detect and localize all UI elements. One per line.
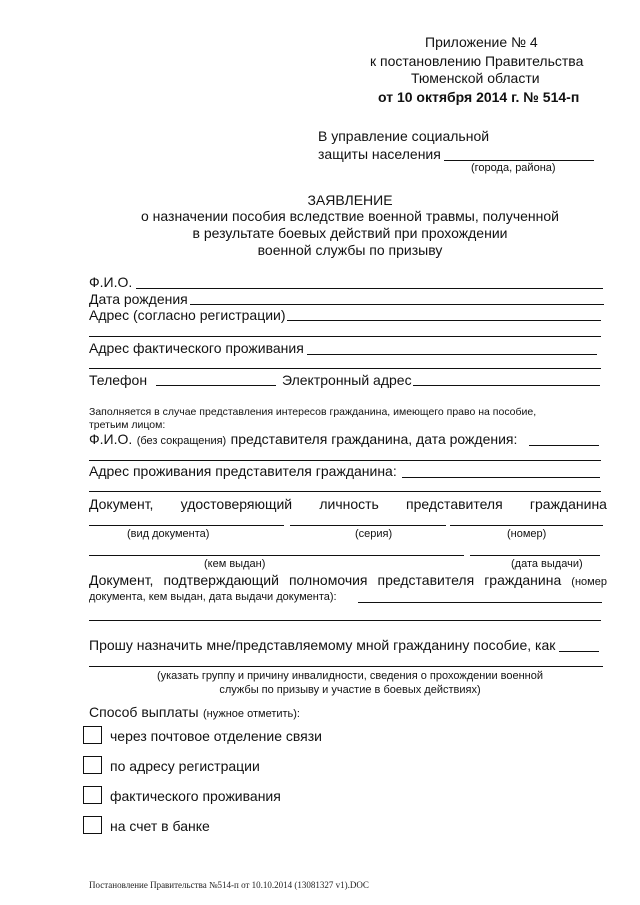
addressee-hint: (города, района) xyxy=(471,162,556,174)
issue-date-hint: (дата выдачи) xyxy=(511,558,583,570)
representative-address-field[interactable] xyxy=(402,477,600,478)
addressee-line-1: В управление социальной xyxy=(318,128,490,144)
id-document-word: личность xyxy=(319,496,379,512)
payment-method-hint: (нужное отметить): xyxy=(203,708,300,720)
resolution-date: от 10 октября 2014 г. № 514-п xyxy=(378,89,580,105)
addressee-underline[interactable] xyxy=(444,160,594,161)
representative-fio-rest: представителя гражданина, дата рождения: xyxy=(230,431,518,447)
document-subtitle-2: в результате боевых действий при прохождении xyxy=(192,225,508,241)
authority-word: полномочия xyxy=(288,572,368,588)
address-actual-field[interactable] xyxy=(307,354,597,355)
payment-bank-account-checkbox[interactable] xyxy=(83,816,102,834)
representative-fio-field-2[interactable] xyxy=(89,460,601,461)
payment-post-office-checkbox[interactable] xyxy=(83,726,102,744)
authority-hint-line-2: документа, кем выдан, дата выдачи документа): xyxy=(89,591,337,603)
email-field[interactable] xyxy=(413,385,600,386)
doc-type-hint: (вид документа) xyxy=(127,528,210,540)
document-subtitle-3: военной службы по призыву xyxy=(257,242,443,258)
addressee-line-2: защиты населения xyxy=(318,146,441,162)
request-field-2[interactable] xyxy=(89,666,603,667)
doc-series-hint: (серия) xyxy=(355,528,393,540)
representative-fio-hint: (без сокращения) xyxy=(136,435,227,447)
issued-by-hint: (кем выдан) xyxy=(204,558,266,570)
authority-field-2[interactable] xyxy=(89,620,601,621)
address-actual-field-2[interactable] xyxy=(89,368,601,369)
authority-hint-start: (номер xyxy=(571,576,607,588)
authority-document-row xyxy=(89,572,607,589)
representative-fio-label: Ф.И.О. xyxy=(89,431,133,447)
phone-label: Телефон xyxy=(89,372,148,388)
representative-note-line-1: Заполняется в случае представления интересов гражданина, имеющего право на пособие, xyxy=(89,406,537,418)
authority-word: представителя xyxy=(377,572,475,588)
resolution-line-1: к постановлению Правительства xyxy=(370,53,584,69)
address-actual-label: Адрес фактического проживания xyxy=(89,340,304,356)
request-field[interactable] xyxy=(559,651,599,652)
appendix-number: Приложение № 4 xyxy=(425,34,538,50)
id-document-row xyxy=(89,496,607,512)
id-document-word: гражданина xyxy=(529,496,607,512)
birth-date-field[interactable] xyxy=(190,304,604,305)
payment-registration-address-checkbox[interactable] xyxy=(83,756,102,774)
authority-field[interactable] xyxy=(358,602,602,603)
document-title: ЗАЯВЛЕНИЕ xyxy=(307,192,393,208)
id-document-word: Документ, xyxy=(89,496,154,512)
doc-number-hint: (номер) xyxy=(507,528,547,540)
id-document-word: представителя xyxy=(406,496,503,512)
payment-method-label: Способ выплаты xyxy=(89,704,199,720)
request-text: Прошу назначить мне/представляемому мной гражданину пособие, как xyxy=(89,637,556,653)
doc-series-field[interactable] xyxy=(290,525,446,526)
birth-date-label: Дата рождения xyxy=(89,291,188,307)
issued-by-field[interactable] xyxy=(89,555,464,556)
representative-address-field-2[interactable] xyxy=(89,491,601,492)
payment-option-label: через почтовое отделение связи xyxy=(110,728,322,744)
address-reg-field[interactable] xyxy=(287,320,601,321)
authority-word: гражданина xyxy=(484,572,562,588)
id-document-word: удостоверяющий xyxy=(180,496,293,512)
address-reg-field-2[interactable] xyxy=(89,336,601,337)
payment-option-label: фактического проживания xyxy=(110,788,281,804)
representative-fio-row xyxy=(89,431,517,449)
email-label: Электронный адрес xyxy=(282,372,412,388)
payment-actual-address-checkbox[interactable] xyxy=(83,786,102,804)
footer-file-reference: Постановление Правительства №514-п от 10.10.2014 (13081327 v1).DOC xyxy=(89,880,369,890)
document-subtitle-1: о назначении пособия вследствие военной травмы, полученной xyxy=(141,208,559,224)
doc-number-field[interactable] xyxy=(450,525,603,526)
request-hint-line-2: службы по призыву и участие в боевых действиях) xyxy=(219,684,481,696)
representative-address-label: Адрес проживания представителя гражданина: xyxy=(89,463,397,479)
authority-word: Документ, xyxy=(89,572,154,588)
representative-note-line-2: третьим лицом: xyxy=(89,419,166,431)
payment-option-label: на счет в банке xyxy=(110,818,210,834)
representative-fio-field[interactable] xyxy=(529,445,599,446)
phone-field[interactable] xyxy=(156,385,276,386)
payment-method-row xyxy=(89,704,300,722)
authority-word: подтверждающий xyxy=(163,572,279,588)
fio-field[interactable] xyxy=(136,288,603,289)
fio-label: Ф.И.О. xyxy=(89,274,133,290)
issue-date-field[interactable] xyxy=(470,555,600,556)
address-reg-label: Адрес (согласно регистрации) xyxy=(89,307,286,323)
doc-type-field[interactable] xyxy=(89,525,284,526)
resolution-line-2: Тюменской области xyxy=(411,70,540,86)
request-hint-line-1: (указать группу и причину инвалидности, сведения о прохождении военной xyxy=(156,670,544,682)
payment-option-label: по адресу регистрации xyxy=(110,758,260,774)
